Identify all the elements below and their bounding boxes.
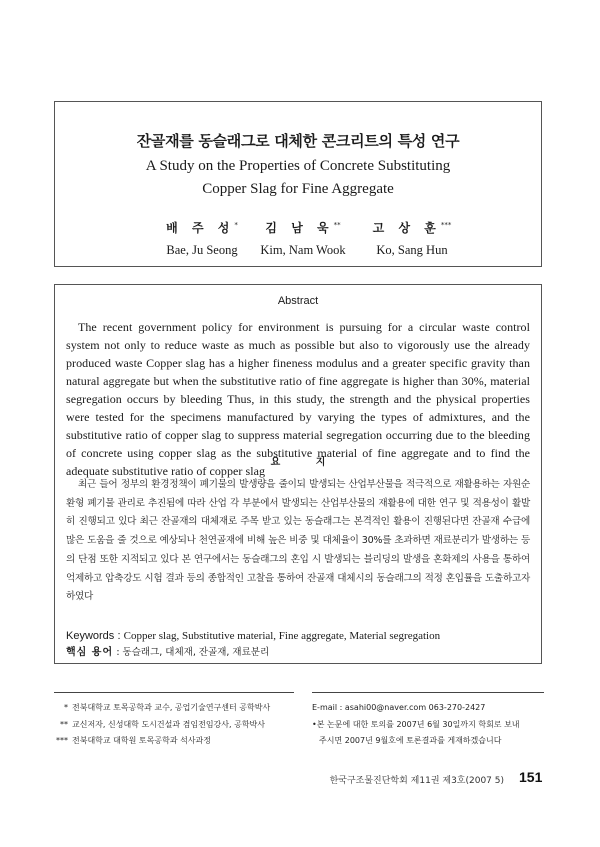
keywords-korean: 핵심 용어 : 동슬래그, 대체재, 잔골재, 재료분리 [66,647,270,658]
author-3 [352,219,472,258]
footnote-2-mark: ** [60,719,68,729]
footnote-1-mark: * [64,703,68,712]
author-2-korean-name: 김 남 욱 [265,221,334,235]
keywords-english: Keywords : Copper slag, Substitutive material, Fine aggregate, Material segregation [66,630,441,642]
footnote-3-mark: *** [56,736,68,745]
page-number: 151 [519,769,543,785]
keywords-english-label: Keywords [66,630,115,642]
author-affiliation-footnotes [54,700,304,750]
paper-title-english-line1: A Study on the Properties of Concrete Substituting [145,158,451,174]
footnote-2 [54,717,304,734]
keywords-korean-value: 동슬래그, 대체재, 잔골재, 재료분리 [122,647,270,658]
journal-running-footer: 한국구조물진단학회 제11권 제3호(2007 5) [329,776,504,786]
contact-email: E-mail : asahi00@naver.com 063-270-2427 [312,703,486,712]
author-1-korean-name: 배 주 성 [166,221,235,235]
author-list [55,219,541,259]
author-2 [243,219,363,258]
paper-title-korean: 잔골재를 동슬래그로 대체한 콘크리트의 특성 연구 [136,132,460,150]
discussion-note-line1: •본 논문에 대한 토의를 2007년 6월 30일까지 학회로 보내 [312,719,520,729]
summary-text: 최근 들어 정부의 환경정책이 폐기물의 발생량을 줄이되 발생되는 산업부산물을 적극적으로 재활용하는 자원순환형 폐기물 관리로 추진됨에 따라 산업 각 부분에서 발생되는 산업부산물의 재활용에 대한 연구 및 적용성이 활발히 진행되고 있다 최근 잔골재의 대체재로 주목 받고 있는 동슬래그는 본격적인 활용이 진행된다면 잔골재 수급에 많은 도움을 줄 것으로 예상되나 천연골재에 비해 높은 비중 및 대체율이 30%를 초과하면 재료분리가 발생하는 등의 단점 또한 지적되고 있다 본 연구에서는 동슬래그의 혼입 시 발생되는 블리딩의 발생을 혼화제의 사용을 통하여 억제하고 압축강도 시험 결과 등의 종합적인 고찰을 통하여 잔골재 대체시의 동슬래그의 적정 혼입률을 도출하고자 하였다 [66,479,530,603]
author-2-mark: ** [333,221,341,229]
keywords-block [66,628,533,661]
footnote-2-text: 교신저자, 신성대학 도시건설과 겸임전임강사, 공학박사 [72,719,265,729]
contact-info [312,700,544,750]
paper-title-english [55,155,541,201]
paper-title-english-line2: Copper Slag for Fine Aggregate [202,181,394,197]
author-3-english-name: Ko, Sang Hun [376,243,448,257]
author-1-english-name: Bae, Ju Seong [166,243,238,257]
abstract-box [54,284,542,664]
title-box [54,101,542,267]
author-3-mark: *** [440,221,452,229]
discussion-note-line2: 주시면 2007년 9월호에 토론결과를 게재하겠습니다 [319,736,502,745]
footnote-divider-right [312,692,544,693]
abstract-text: The recent government policy for environment is pursuing for a circular waste control system not only to reduce waste as much as possible but also to vigorously use the already produced waste Copper slag has a higher fineness modulus and a greater specific gravity than natural aggregate but when the substitutive ratio of fine aggregate is higher than 30%, material segregation occurs by bleeding Thus, in this study, the strength and the physical properties were tested for the specimens manufactured by varying the types of admixtures, and the substitutive ratio of copper slag to suppress material segregation occurring due to the bleeding of concrete using copper slag as the substitutive material of fine aggregate and to find the adequate substitutive ratio of copper slag [66,320,530,478]
author-1-mark: * [234,221,238,229]
author-3-korean-name: 고 상 훈 [372,221,441,235]
footnote-1 [54,700,304,717]
summary-heading: 요 지 [270,457,342,468]
footnote-divider-left [54,692,294,693]
footnote-3 [54,733,304,750]
keywords-english-value: Copper slag, Substitutive material, Fine aggregate, Material segregation [123,630,441,642]
keywords-korean-label: 핵심 용어 [66,647,114,658]
footnote-1-text: 전북대학교 토목공학과 교수, 공업기술연구센터 공학박사 [72,703,271,712]
abstract-heading: Abstract [277,295,319,307]
footnote-3-text: 전북대학교 대학원 토목공학과 석사과정 [72,736,212,745]
author-2-english-name: Kim, Nam Wook [260,243,346,257]
